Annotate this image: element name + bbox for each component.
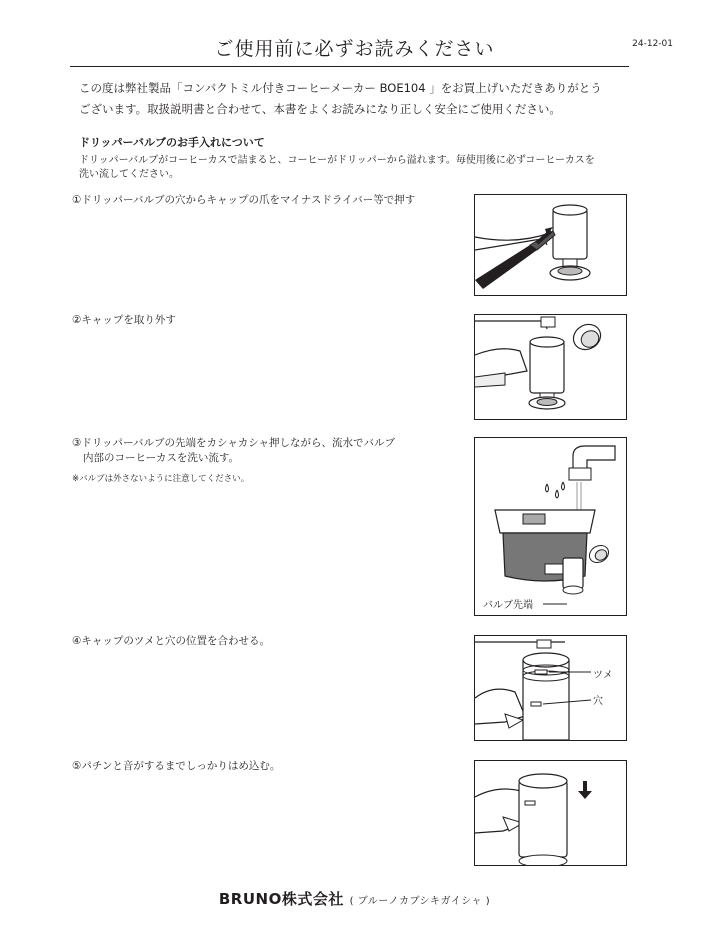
description-line: 洗い流してください。 — [79, 169, 179, 180]
valve-screwdriver-illustration — [475, 195, 626, 295]
section-description — [79, 154, 649, 182]
rinse-valve-illustration — [475, 438, 626, 615]
intro-line: この度は弊社製品「コンパクトミル付きコーヒーメーカー BOE104 」をお買上げいただきありがとう — [79, 81, 602, 95]
tab-label: ツメ — [593, 670, 613, 681]
document-date: 24-12-01 — [632, 39, 673, 49]
figure-step-5 — [474, 760, 627, 866]
section-heading: ドリッパーバルブのお手入れについて — [79, 136, 265, 149]
valve-tip-label: バルブ先端 — [483, 600, 533, 611]
footer-company — [0, 888, 709, 909]
figure-step-2 — [474, 314, 627, 420]
step-3-note: ※バルブは外さないように注意してください。 — [72, 474, 250, 484]
figure-step-1 — [474, 194, 627, 296]
step-1-text: ①ドリッパーバルブの穴からキャップの爪をマイナスドライバー等で押す — [72, 194, 416, 206]
align-cap-illustration — [475, 636, 626, 740]
description-line: ドリッパーバルブがコーヒーカスで詰まると、コーヒーがドリッパーから溢れます。毎使用後に必ずコーヒーカスを — [79, 155, 595, 166]
step-5-text: ⑤パチンと音がするまでしっかりはめ込む。 — [72, 760, 281, 772]
title-divider — [70, 66, 629, 67]
snap-in-illustration — [475, 761, 626, 865]
intro-line: ございます。取扱説明書と合わせて、本書をよくお読みになり正しく安全にご使用ください。 — [79, 102, 561, 116]
step-3-line: 内部のコーヒーカスを洗い流す。 — [83, 452, 240, 464]
step-2-text: ②キャップを取り外す — [72, 314, 176, 326]
step-3-line: ③ドリッパーバルブの先端をカシャカシャ押しながら、流水でバルブ — [72, 437, 396, 449]
step-3-text — [72, 436, 395, 466]
company-name: BRUNO株式会社 — [218, 890, 344, 908]
figure-step-3 — [474, 437, 627, 616]
figure-step-4 — [474, 635, 627, 741]
company-name-kana: ( ブルーノカブシキガイシャ ) — [349, 896, 491, 907]
intro-paragraph — [79, 78, 639, 120]
cap-removed-illustration — [475, 315, 626, 419]
step-4-text: ④キャップのツメと穴の位置を合わせる。 — [72, 635, 270, 647]
page-title: ご使用前に必ずお読みください — [214, 38, 495, 60]
hole-label: 穴 — [593, 696, 603, 707]
